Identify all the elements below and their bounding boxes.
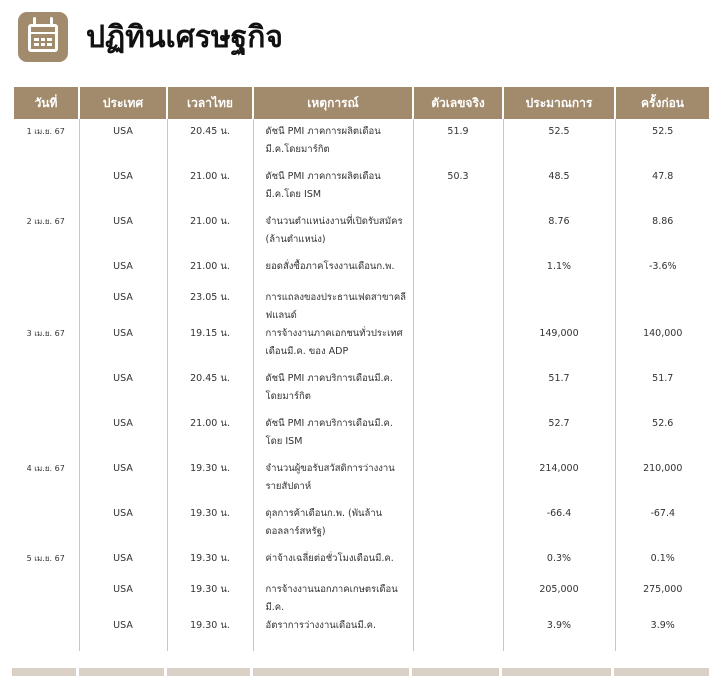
actual-cell [413, 550, 503, 581]
table-row [13, 550, 710, 581]
forecast-cell: 52.7 [503, 415, 615, 460]
date-cell: 3 เม.ย. 67 [26, 329, 65, 338]
event-cell: จำนวนผู้ขอรับสวัสดิการว่างงานรายสัปดาห์ [253, 460, 413, 505]
country-cell: USA [79, 213, 167, 258]
time-cell: 19.15 น. [167, 325, 253, 370]
event-cell: ดัชนี PMI ภาคบริการเดือนมี.ค. โดย ISM [253, 415, 413, 460]
time-cell: 21.00 น. [167, 168, 253, 213]
country-cell: USA [79, 550, 167, 581]
table-row [13, 168, 710, 213]
actual-cell [413, 325, 503, 370]
event-cell: การจ้างงานนอกภาคเกษตรเดือนมี.ค. [253, 581, 413, 617]
forecast-cell: -66.4 [503, 505, 615, 550]
previous-cell: -67.4 [615, 505, 710, 550]
previous-cell: 52.6 [615, 415, 710, 460]
time-cell: 20.45 น. [167, 119, 253, 168]
date-cell [13, 415, 79, 460]
actual-cell [413, 370, 503, 415]
time-cell: 19.30 น. [167, 617, 253, 651]
date-cell [13, 505, 79, 550]
date-cell: 1 เม.ย. 67 [26, 127, 65, 136]
country-cell: USA [79, 289, 167, 325]
event-cell: ดัชนี PMI ภาคบริการเดือนมี.ค. โดยมาร์กิต [253, 370, 413, 415]
forecast-cell: 3.9% [503, 617, 615, 651]
table-row [13, 289, 710, 325]
actual-cell [413, 505, 503, 550]
actual-cell: 50.3 [413, 168, 503, 213]
date-cell [13, 258, 79, 289]
event-cell: ดัชนี PMI ภาคการผลิตเดือนมี.ค.โดยมาร์กิต [253, 119, 413, 168]
time-cell: 21.00 น. [167, 415, 253, 460]
column-header-country: ประเทศ [79, 87, 167, 119]
date-cell [13, 581, 79, 617]
calendar-icon [18, 12, 68, 62]
previous-cell: 210,000 [615, 460, 710, 505]
date-cell [13, 617, 79, 651]
country-cell: USA [79, 168, 167, 213]
time-cell: 20.45 น. [167, 370, 253, 415]
column-header-time: เวลาไทย [167, 87, 253, 119]
column-header-actual: ตัวเลขจริง [413, 87, 503, 119]
table-row [13, 213, 710, 258]
forecast-cell: 214,000 [503, 460, 615, 505]
previous-cell: 51.7 [615, 370, 710, 415]
table-row [13, 581, 710, 617]
table-row [13, 370, 710, 415]
country-cell: USA [79, 325, 167, 370]
country-cell: USA [79, 581, 167, 617]
forecast-cell [503, 289, 615, 325]
table-row [13, 460, 710, 505]
page-title: ปฏิทินเศรษฐกิจ [86, 19, 283, 55]
actual-cell [413, 460, 503, 505]
table-footer-bar [12, 668, 709, 676]
time-cell: 23.05 น. [167, 289, 253, 325]
table-row [13, 505, 710, 550]
previous-cell: 0.1% [615, 550, 710, 581]
previous-cell [615, 289, 710, 325]
previous-cell: 140,000 [615, 325, 710, 370]
country-cell: USA [79, 460, 167, 505]
forecast-cell: 205,000 [503, 581, 615, 617]
table-row [13, 258, 710, 289]
time-cell: 21.00 น. [167, 258, 253, 289]
country-cell: USA [79, 415, 167, 460]
table-header-row [13, 87, 710, 119]
previous-cell: 8.86 [615, 213, 710, 258]
previous-cell: 52.5 [615, 119, 710, 168]
time-cell: 19.30 น. [167, 550, 253, 581]
forecast-cell: 0.3% [503, 550, 615, 581]
table-row [13, 415, 710, 460]
actual-cell: 51.9 [413, 119, 503, 168]
date-cell [13, 289, 79, 325]
table-row [13, 617, 710, 651]
forecast-cell: 8.76 [503, 213, 615, 258]
event-cell: ดุลการค้าเดือนก.พ. (พันล้านดอลลาร์สหรัฐ) [253, 505, 413, 550]
date-cell [13, 370, 79, 415]
event-cell: การจ้างงานภาคเอกชนทั่วประเทศเดือนมี.ค. ของ ADP [253, 325, 413, 370]
date-cell [13, 168, 79, 213]
forecast-cell: 52.5 [503, 119, 615, 168]
actual-cell [413, 213, 503, 258]
forecast-cell: 1.1% [503, 258, 615, 289]
actual-cell [413, 289, 503, 325]
date-cell: 5 เม.ย. 67 [26, 554, 65, 563]
event-cell: อัตราการว่างงานเดือนมี.ค. [253, 617, 413, 651]
table-row [13, 119, 710, 168]
actual-cell [413, 581, 503, 617]
time-cell: 21.00 น. [167, 213, 253, 258]
event-cell: ดัชนี PMI ภาคการผลิตเดือนมี.ค.โดย ISM [253, 168, 413, 213]
event-cell: การแถลงของประธานเฟดสาขาคลีฟแลนด์ [253, 289, 413, 325]
previous-cell: 47.8 [615, 168, 710, 213]
date-cell: 2 เม.ย. 67 [26, 217, 65, 226]
country-cell: USA [79, 258, 167, 289]
actual-cell [413, 258, 503, 289]
previous-cell: 275,000 [615, 581, 710, 617]
time-cell: 19.30 น. [167, 460, 253, 505]
time-cell: 19.30 น. [167, 581, 253, 617]
forecast-cell: 48.5 [503, 168, 615, 213]
event-cell: ค่าจ้างเฉลี่ยต่อชั่วโมงเดือนมี.ค. [253, 550, 413, 581]
forecast-cell: 149,000 [503, 325, 615, 370]
actual-cell [413, 617, 503, 651]
event-cell: จำนวนตำแหน่งงานที่เปิดรับสมัคร (ล้านตำแหน่ง) [253, 213, 413, 258]
country-cell: USA [79, 119, 167, 168]
column-header-forecast: ประมาณการ [503, 87, 615, 119]
event-cell: ยอดสั่งซื้อภาคโรงงานเดือนก.พ. [253, 258, 413, 289]
table-row [13, 325, 710, 370]
time-cell: 19.30 น. [167, 505, 253, 550]
economic-calendar-table [12, 87, 711, 651]
country-cell: USA [79, 370, 167, 415]
actual-cell [413, 415, 503, 460]
country-cell: USA [79, 505, 167, 550]
forecast-cell: 51.7 [503, 370, 615, 415]
date-cell: 4 เม.ย. 67 [26, 464, 65, 473]
column-header-previous: ครั้งก่อน [615, 87, 710, 119]
previous-cell: -3.6% [615, 258, 710, 289]
column-header-event: เหตุการณ์ [253, 87, 413, 119]
page-header [18, 12, 283, 62]
column-header-date: วันที่ [13, 87, 79, 119]
previous-cell: 3.9% [615, 617, 710, 651]
country-cell: USA [79, 617, 167, 651]
